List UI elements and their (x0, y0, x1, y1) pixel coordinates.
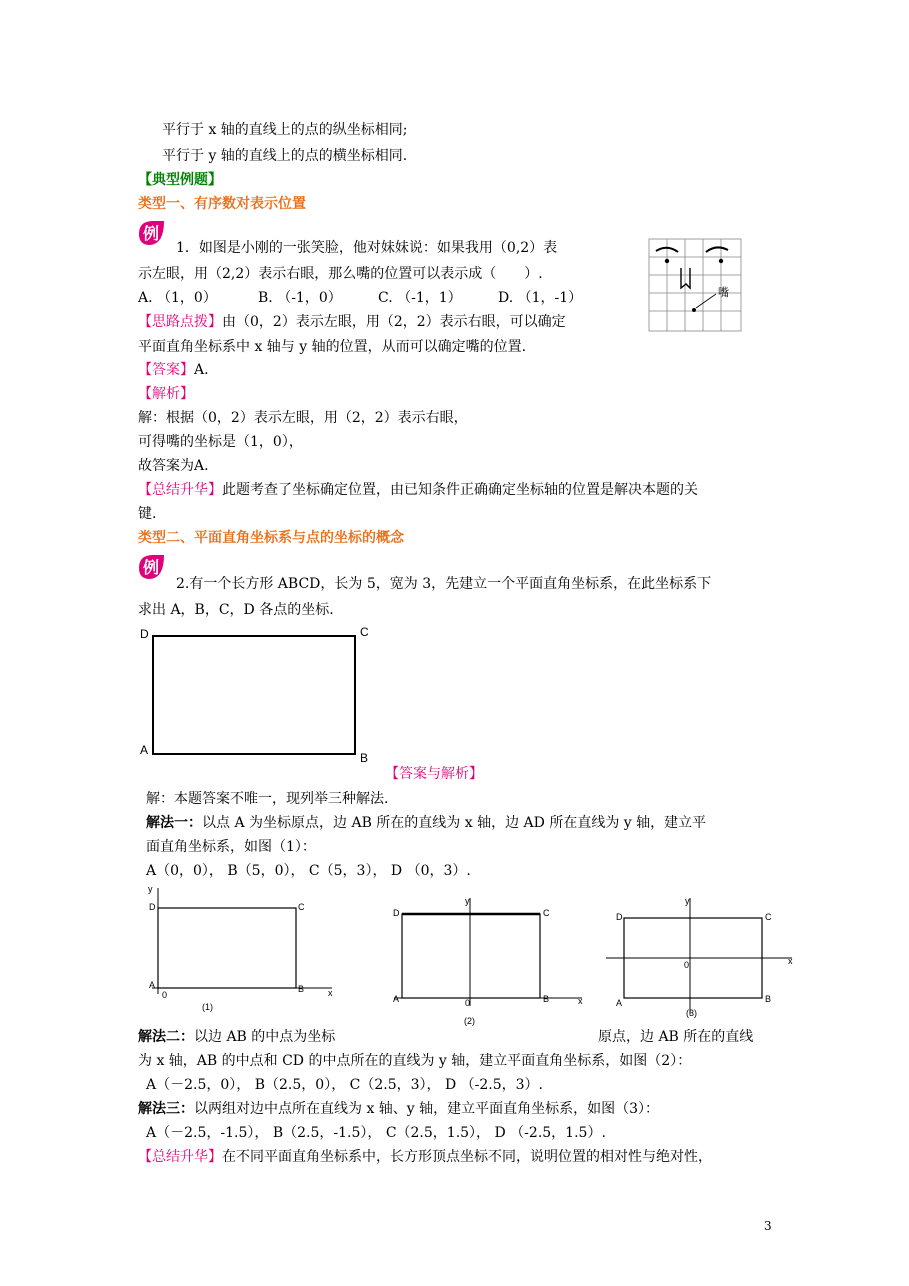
type2-title: 类型二、平面直角坐标系与点的坐标的概念 (138, 530, 404, 546)
coordinate-figure-3 (604, 894, 804, 1020)
analysis-line-2: 可得嘴的坐标是（1，0）， (138, 434, 303, 450)
type1-question-line-2: 示左眼，用（2,2）表示右眼，那么嘴的位置可以表示成（ ）. (138, 266, 543, 282)
fig2-c-label: C (543, 908, 550, 918)
method2-text-1a: 以边 AB 的中点为坐标 (194, 1029, 336, 1045)
fig1-d-label: D (149, 902, 156, 912)
type2-summary-text: 在不同平面直角坐标系中，长方形顶点坐标不同，说明位置的相对性与绝对性， (222, 1149, 712, 1165)
badge-1-char: 例 (142, 226, 160, 243)
method2-coords: A（－2.5，0）， B（2.5，0）， C（2.5，3）， D （-2.5，3）. (146, 1077, 544, 1093)
fig1-c-label: C (298, 902, 305, 912)
type2-question-line-1: 2.有一个长方形 ABCD，长为 5，宽为 3，先建立一个平面直角坐标系，在此坐标系下 (176, 576, 712, 592)
fig3-x-label: x (788, 956, 793, 966)
section-title: 【典型例题】 (138, 172, 222, 188)
fig2-y-label: y (465, 896, 470, 906)
fig2-d-label: D (393, 908, 400, 918)
type2-summary-label: 【总结升华】 (138, 1149, 222, 1165)
method3-label: 解法三： (138, 1101, 194, 1117)
rect-label-b: B (360, 751, 369, 765)
method1-line-2: 面直角坐标系，如图（1）： (146, 839, 316, 855)
analysis-label: 【解析】 (138, 386, 194, 402)
fig1-x-label: x (328, 988, 333, 998)
summary-label-1: 【总结升华】 (138, 482, 222, 498)
badge-2-char: 例 (142, 560, 160, 577)
answer-line (138, 360, 209, 380)
rect-label-c: C (360, 625, 369, 639)
mouth-label: 嘴 (718, 287, 729, 299)
answer-text: A. (194, 362, 209, 378)
method1-label: 解法一： (146, 815, 202, 831)
option-a: A. （1，0） (138, 290, 217, 306)
rect-label-d: D (140, 627, 149, 641)
option-c: C. （-1，1） (378, 290, 462, 306)
method2-label: 解法二： (138, 1029, 194, 1045)
method2-line-2: 为 x 轴，AB 的中点和 CD 的中点所在的直线为 y 轴，建立平面直角坐标系，如图（2）： (138, 1053, 692, 1069)
method3-coords: A（－2.5，-1.5）， B（2.5，-1.5）， C（2.5，1.5）， D （-2.5，1.5）. (146, 1125, 606, 1141)
method2-line-1a (138, 1027, 335, 1047)
coordinate-figure-1 (140, 882, 340, 1014)
method1-line-1 (146, 813, 706, 833)
option-d: D. （1，-1） (498, 290, 583, 306)
example-badge-2-icon (136, 552, 166, 582)
coordinate-figure-2 (388, 894, 588, 1028)
hint-text-1: 由（0，2）表示左眼，用（2，2）表示右眼，可以确定 (222, 314, 566, 330)
intro-line-1: 平行于 x 轴的直线上的点的纵坐标相同; (162, 122, 408, 138)
fig3-caption: (3) (686, 1008, 697, 1018)
method1-text-1: 以点 A 为坐标原点，边 AB 所在的直线为 x 轴，边 AD 所在直线为 y 轴，建立平 (202, 815, 707, 831)
example-badge-1-icon (136, 218, 166, 248)
method3-text-1: 以两组对边中点所在直线为 x 轴、y 轴，建立平面直角坐标系，如图（3）： (194, 1101, 660, 1117)
option-b: B. （-1，0） (258, 290, 342, 306)
fig3-origin-label: 0 (684, 960, 690, 970)
analysis-line-3: 故答案为A. (138, 458, 209, 474)
fig1-y-label: y (148, 884, 153, 894)
method3-line-1 (138, 1099, 659, 1119)
solution-intro: 解：本题答案不唯一，现列举三种解法. (146, 791, 389, 807)
fig1-b-label: B (298, 984, 305, 994)
fig3-y-label: y (685, 896, 690, 906)
fig3-b-label: B (765, 994, 772, 1004)
summary-line-1 (138, 480, 698, 500)
fig2-b-label: B (543, 994, 550, 1004)
type1-title: 类型一、有序数对表示位置 (138, 196, 306, 212)
fig2-a-label: A (393, 994, 400, 1004)
intro-line-2: 平行于 y 轴的直线上的点的横坐标相同. (162, 148, 408, 164)
fig1-origin-label: 0 (162, 990, 168, 1000)
rect-label-a: A (140, 743, 149, 757)
fig1-a-label: A (149, 980, 156, 990)
hint-line-2: 平面直角坐标系中 x 轴与 y 轴的位置，从而可以确定嘴的位置. (138, 339, 527, 355)
smiley-face-figure (648, 238, 742, 332)
page-number: 3 (764, 1219, 772, 1233)
method2-line-1b: 原点，边 AB 所在的直线 (598, 1029, 754, 1045)
summary-text-1: 此题考查了坐标确定位置，由已知条件正确确定坐标轴的位置是解决本题的关 (222, 482, 698, 498)
fig3-c-label: C (765, 912, 772, 922)
hint-line-1 (138, 312, 566, 332)
summary-line-2: 键. (138, 506, 157, 522)
type2-question-line-2: 求出 A，B，C，D 各点的坐标. (138, 602, 334, 618)
rectangle-abcd-figure (136, 622, 376, 766)
answer-analysis-header: 【答案与解析】 (385, 766, 483, 782)
type2-summary-line (138, 1147, 712, 1167)
fig3-a-label: A (616, 998, 623, 1008)
method1-coords: A（0，0）， B（5，0）， C（5，3）， D （0，3）. (146, 863, 471, 879)
answer-label: 【答案】 (138, 362, 194, 378)
analysis-line-1: 解：根据（0，2）表示左眼，用（2，2）表示右眼， (138, 410, 468, 426)
fig1-caption: (1) (202, 1002, 213, 1012)
type1-question-line-1: 1．如图是小刚的一张笑脸，他对妹妹说：如果我用（0,2）表 (176, 240, 558, 256)
fig2-caption: (2) (464, 1016, 475, 1026)
fig3-d-label: D (616, 912, 623, 922)
fig2-x-label: x (578, 996, 583, 1006)
hint-label: 【思路点拨】 (138, 314, 222, 330)
fig2-origin-label: 0 (465, 998, 471, 1008)
